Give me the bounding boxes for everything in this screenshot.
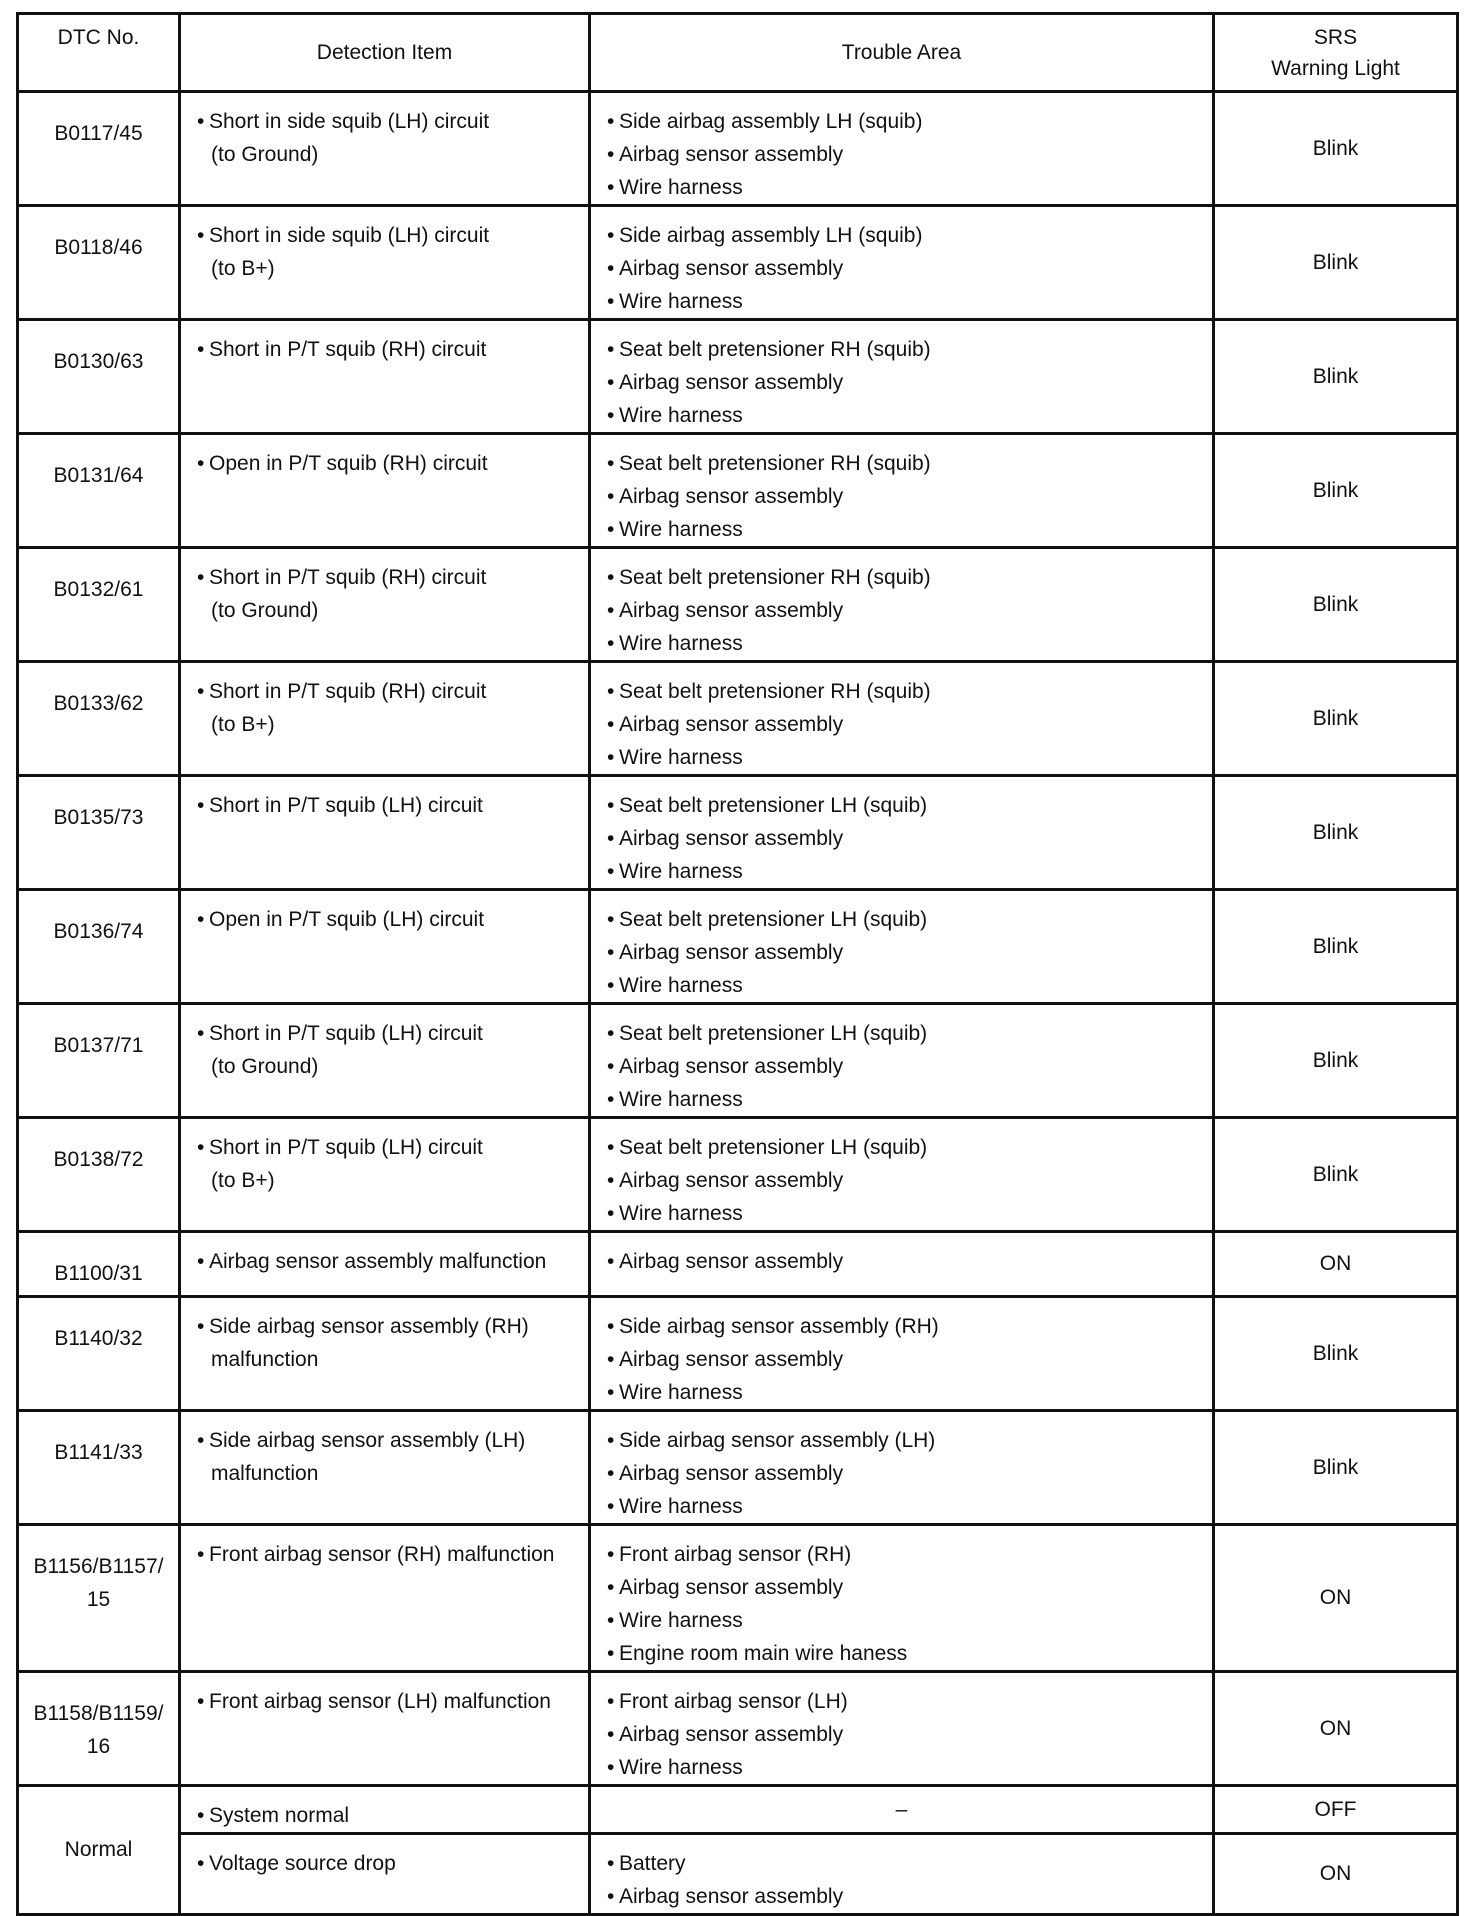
detection-item-text: (to B+) [211, 257, 275, 280]
detection-item-text: (to Ground) [211, 143, 319, 166]
detection-item-cell [180, 320, 590, 434]
trouble-area-text: • Airbag sensor assembly [601, 1245, 1206, 1278]
trouble-area-text: • Side airbag sensor assembly (LH) [601, 1424, 1206, 1457]
warning-light-cell: ON [1214, 1672, 1458, 1786]
dtc-code-text: B0131/64 [53, 464, 144, 487]
trouble-area-text: • Seat belt pretensioner LH (squib) [601, 1017, 1206, 1050]
detection-item-text: (to Ground) [211, 1055, 319, 1078]
trouble-area-text: • Seat belt pretensioner LH (squib) [601, 789, 1206, 822]
table-row [18, 434, 1458, 548]
warning-light-cell: Blink [1214, 890, 1458, 1004]
table-row [18, 1004, 1458, 1118]
dtc-code-text: B0117/45 [54, 122, 143, 145]
detection-item-cell [180, 1411, 590, 1525]
detection-item-cell [180, 206, 590, 320]
trouble-area-text: • Wire harness [601, 1197, 1206, 1230]
trouble-area-cell [590, 1525, 1214, 1672]
detection-item-cell [180, 1786, 590, 1834]
dtc-code-cell [18, 1232, 180, 1297]
trouble-area-text: • Airbag sensor assembly [601, 936, 1206, 969]
warning-light-cell: ON [1214, 1834, 1458, 1915]
table-row-normal [18, 1834, 1458, 1915]
trouble-area-text: • Seat belt pretensioner LH (squib) [601, 903, 1206, 936]
table-row-normal [18, 1786, 1458, 1834]
trouble-area-cell [590, 1834, 1214, 1915]
trouble-area-cell [590, 890, 1214, 1004]
warning-light-cell: Blink [1214, 1411, 1458, 1525]
warning-light-cell: Blink [1214, 434, 1458, 548]
detection-item-text: • Airbag sensor assembly malfunction [191, 1245, 582, 1278]
trouble-area-text: • Airbag sensor assembly [601, 1880, 1206, 1913]
trouble-area-text: • Front airbag sensor (RH) [601, 1538, 1206, 1571]
detection-item-text: (to Ground) [211, 599, 319, 622]
warning-light-cell: Blink [1214, 1297, 1458, 1411]
table-row [18, 1118, 1458, 1232]
detection-item-text: • Short in P/T squib (LH) circuit [191, 1017, 582, 1050]
trouble-area-text: • Airbag sensor assembly [601, 252, 1206, 285]
trouble-area-cell [590, 206, 1214, 320]
trouble-area-text: • Wire harness [601, 1490, 1206, 1523]
trouble-area-cell [590, 1672, 1214, 1786]
trouble-area-text: • Seat belt pretensioner RH (squib) [601, 561, 1206, 594]
trouble-area-cell [590, 662, 1214, 776]
trouble-area-text: • Seat belt pretensioner LH (squib) [601, 1131, 1206, 1164]
trouble-area-cell [590, 320, 1214, 434]
detection-item-text: • Short in P/T squib (RH) circuit [191, 675, 582, 708]
dtc-code-text: B0130/63 [53, 350, 144, 373]
dtc-code-text: B1158/B1159/ [33, 1702, 164, 1725]
table-row [18, 890, 1458, 1004]
dtc-code-text: B1156/B1157/ [33, 1555, 164, 1578]
warning-light-cell: Blink [1214, 206, 1458, 320]
trouble-area-text: • Seat belt pretensioner RH (squib) [601, 675, 1206, 708]
detection-item-cell [180, 1525, 590, 1672]
trouble-area-cell [590, 434, 1214, 548]
warning-light-cell: Blink [1214, 548, 1458, 662]
detection-item-text: • System normal [191, 1799, 582, 1832]
detection-item-cell [180, 1672, 590, 1786]
dtc-code-cell [18, 776, 180, 890]
trouble-area-text: • Airbag sensor assembly [601, 480, 1206, 513]
header-trouble-area: Trouble Area [590, 14, 1214, 92]
trouble-area-text: • Wire harness [601, 1083, 1206, 1116]
detection-item-text: (to B+) [211, 713, 275, 736]
dtc-code-cell [18, 1004, 180, 1118]
detection-item-text: • Short in side squib (LH) circuit [191, 219, 582, 252]
detection-item-cell [180, 548, 590, 662]
trouble-area-text: • Wire harness [601, 171, 1206, 204]
trouble-area-text: • Wire harness [601, 1751, 1206, 1784]
dtc-code-text: B0118/46 [54, 236, 143, 259]
dtc-code-text: B0135/73 [53, 806, 144, 829]
trouble-area-cell [590, 1297, 1214, 1411]
table-row [18, 206, 1458, 320]
trouble-area-cell [590, 1232, 1214, 1297]
warning-light-cell: Blink [1214, 92, 1458, 206]
dtc-code-text: 16 [86, 1735, 111, 1758]
dtc-code-cell [18, 320, 180, 434]
header-dtc-no: DTC No. [18, 14, 180, 92]
detection-item-text: • Short in P/T squib (LH) circuit [191, 789, 582, 822]
trouble-area-text: • Wire harness [601, 1604, 1206, 1637]
trouble-area-text: • Airbag sensor assembly [601, 1050, 1206, 1083]
table-row [18, 1297, 1458, 1411]
trouble-area-text: • Wire harness [601, 855, 1206, 888]
trouble-area-cell [590, 92, 1214, 206]
detection-item-text: • Open in P/T squib (LH) circuit [191, 903, 582, 936]
table-row [18, 776, 1458, 890]
dtc-code-cell [18, 434, 180, 548]
warning-light-cell: Blink [1214, 1118, 1458, 1232]
dtc-code-cell [18, 1525, 180, 1672]
warning-light-cell: Blink [1214, 320, 1458, 434]
detection-item-cell [180, 1118, 590, 1232]
trouble-area-text: • Airbag sensor assembly [601, 594, 1206, 627]
detection-item-text: • Short in P/T squib (RH) circuit [191, 561, 582, 594]
dtc-table-page [16, 12, 1456, 1916]
trouble-area-text: • Seat belt pretensioner RH (squib) [601, 447, 1206, 480]
detection-item-cell [180, 1232, 590, 1297]
detection-item-cell [180, 890, 590, 1004]
trouble-area-cell [590, 1411, 1214, 1525]
warning-light-cell: Blink [1214, 1004, 1458, 1118]
detection-item-text: malfunction [211, 1348, 319, 1371]
detection-item-text: • Front airbag sensor (LH) malfunction [191, 1685, 582, 1718]
dtc-code-cell [18, 1297, 180, 1411]
trouble-area-text: • Airbag sensor assembly [601, 1343, 1206, 1376]
dtc-code-cell [18, 1411, 180, 1525]
detection-item-text: • Short in P/T squib (LH) circuit [191, 1131, 582, 1164]
detection-item-text: • Voltage source drop [191, 1847, 582, 1880]
warning-light-cell: Blink [1214, 662, 1458, 776]
trouble-area-cell [590, 1118, 1214, 1232]
trouble-area-text: • Wire harness [601, 399, 1206, 432]
trouble-area-text: • Wire harness [601, 627, 1206, 660]
detection-item-cell [180, 434, 590, 548]
dtc-code-text: B1100/31 [54, 1262, 143, 1285]
header-detection-item: Detection Item [180, 14, 590, 92]
table-row [18, 1232, 1458, 1297]
trouble-area-text: • Seat belt pretensioner RH (squib) [601, 333, 1206, 366]
trouble-area-text: • Airbag sensor assembly [601, 138, 1206, 171]
detection-item-cell [180, 1297, 590, 1411]
dtc-code-cell [18, 662, 180, 776]
table-row [18, 1525, 1458, 1672]
trouble-area-cell: – [590, 1786, 1214, 1834]
trouble-area-text: • Airbag sensor assembly [601, 366, 1206, 399]
trouble-area-text: • Airbag sensor assembly [601, 708, 1206, 741]
trouble-area-text: • Wire harness [601, 1376, 1206, 1409]
trouble-area-text: • Airbag sensor assembly [601, 1164, 1206, 1197]
dtc-code-cell [18, 92, 180, 206]
trouble-area-text: • Side airbag assembly LH (squib) [601, 105, 1206, 138]
warning-light-cell: ON [1214, 1525, 1458, 1672]
table-row [18, 92, 1458, 206]
table-row [18, 548, 1458, 662]
detection-item-text: • Open in P/T squib (RH) circuit [191, 447, 582, 480]
trouble-area-text: • Wire harness [601, 969, 1206, 1002]
trouble-area-text: • Wire harness [601, 513, 1206, 546]
detection-item-text: • Front airbag sensor (RH) malfunction [191, 1538, 582, 1571]
dtc-code-text: B1141/33 [54, 1441, 143, 1464]
trouble-area-cell [590, 776, 1214, 890]
table-header-row [18, 14, 1458, 92]
trouble-area-text: • Airbag sensor assembly [601, 822, 1206, 855]
dtc-code-cell [18, 206, 180, 320]
dtc-code-text: B0132/61 [53, 578, 144, 601]
table-row [18, 662, 1458, 776]
trouble-area-text: • Front airbag sensor (LH) [601, 1685, 1206, 1718]
trouble-area-text: • Airbag sensor assembly [601, 1571, 1206, 1604]
trouble-area-cell [590, 1004, 1214, 1118]
warning-light-cell: OFF [1214, 1786, 1458, 1834]
dtc-code-cell [18, 1118, 180, 1232]
trouble-area-text: • Wire harness [601, 741, 1206, 774]
detection-item-text: • Short in P/T squib (RH) circuit [191, 333, 582, 366]
detection-item-cell [180, 776, 590, 890]
detection-item-cell [180, 662, 590, 776]
dtc-code-text: B0137/71 [53, 1034, 144, 1057]
dtc-code-cell [18, 548, 180, 662]
detection-item-text: • Side airbag sensor assembly (LH) [191, 1424, 582, 1457]
detection-item-text: malfunction [211, 1462, 319, 1485]
header-srs-warning-light: SRS Warning Light [1214, 14, 1458, 92]
dtc-code-text: B0138/72 [53, 1148, 144, 1171]
detection-item-cell [180, 92, 590, 206]
trouble-area-text: • Airbag sensor assembly [601, 1718, 1206, 1751]
trouble-area-text: • Battery [601, 1847, 1206, 1880]
detection-item-text: • Side airbag sensor assembly (RH) [191, 1310, 582, 1343]
dtc-code-text: 15 [86, 1588, 111, 1611]
dtc-code-cell [18, 890, 180, 1004]
trouble-area-text: • Airbag sensor assembly [601, 1457, 1206, 1490]
detection-item-cell [180, 1004, 590, 1118]
trouble-area-text: • Side airbag sensor assembly (RH) [601, 1310, 1206, 1343]
trouble-area-cell [590, 548, 1214, 662]
detection-item-text: • Short in side squib (LH) circuit [191, 105, 582, 138]
table-row [18, 1411, 1458, 1525]
dtc-code-cell [18, 1672, 180, 1786]
warning-light-cell: ON [1214, 1232, 1458, 1297]
dtc-code-cell: Normal [18, 1786, 180, 1915]
table-row [18, 320, 1458, 434]
detection-item-text: (to B+) [211, 1169, 275, 1192]
dtc-code-text: B1140/32 [54, 1327, 143, 1350]
dtc-code-text: B0136/74 [53, 920, 144, 943]
dtc-table [16, 12, 1459, 1916]
table-row [18, 1672, 1458, 1786]
trouble-area-text: • Side airbag assembly LH (squib) [601, 219, 1206, 252]
dtc-code-text: B0133/62 [53, 692, 144, 715]
trouble-area-text: • Wire harness [601, 285, 1206, 318]
trouble-area-text: • Engine room main wire haness [601, 1637, 1206, 1670]
detection-item-cell [180, 1834, 590, 1915]
warning-light-cell: Blink [1214, 776, 1458, 890]
